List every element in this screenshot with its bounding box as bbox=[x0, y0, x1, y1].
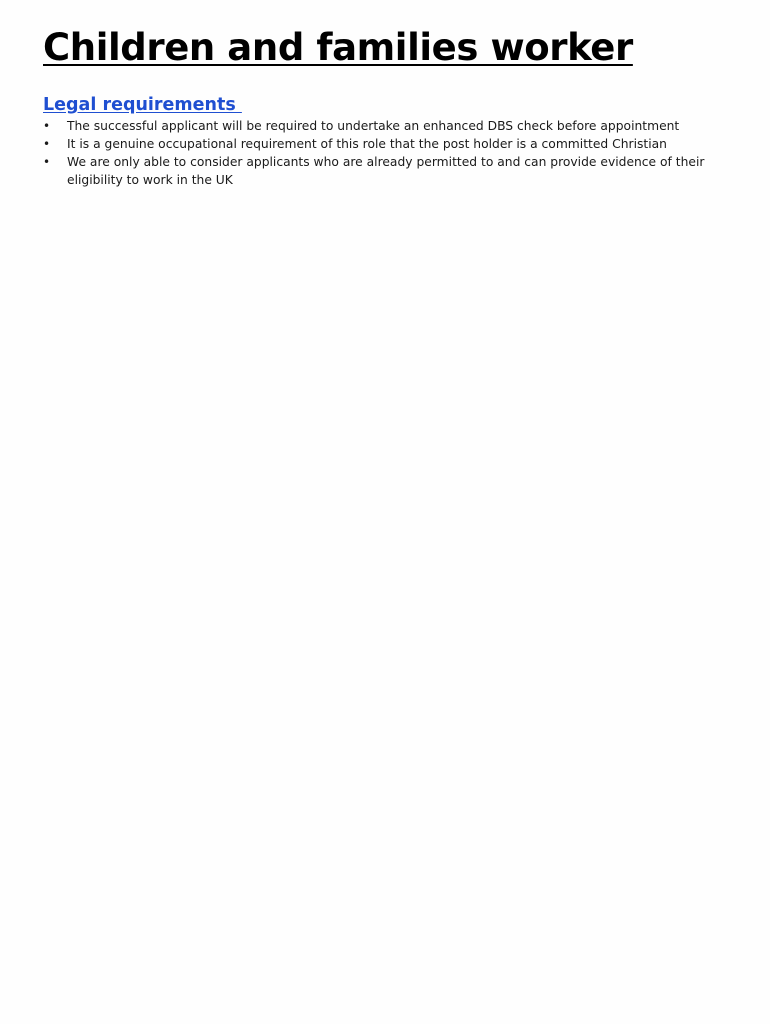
list-item bbox=[43, 135, 733, 153]
bullet-icon: • bbox=[43, 119, 51, 133]
list-item-text: The successful applicant will be required to undertake an enhanced DBS check before appointment bbox=[67, 119, 680, 133]
requirements-list bbox=[43, 117, 733, 189]
bullet-icon: • bbox=[43, 137, 51, 151]
legal-requirements-heading: Legal requirements bbox=[43, 95, 242, 115]
bullet-icon: • bbox=[43, 155, 51, 169]
list-item-text: We are only able to consider applicants who are already permitted to and can provide evidence of their eligibility to work in the UK bbox=[67, 155, 705, 187]
list-item bbox=[43, 153, 733, 189]
list-item-text: It is a genuine occupational requirement of this role that the post holder is a committed Christian bbox=[67, 137, 667, 151]
list-item bbox=[43, 117, 733, 135]
page-title: Children and families worker bbox=[43, 26, 633, 69]
